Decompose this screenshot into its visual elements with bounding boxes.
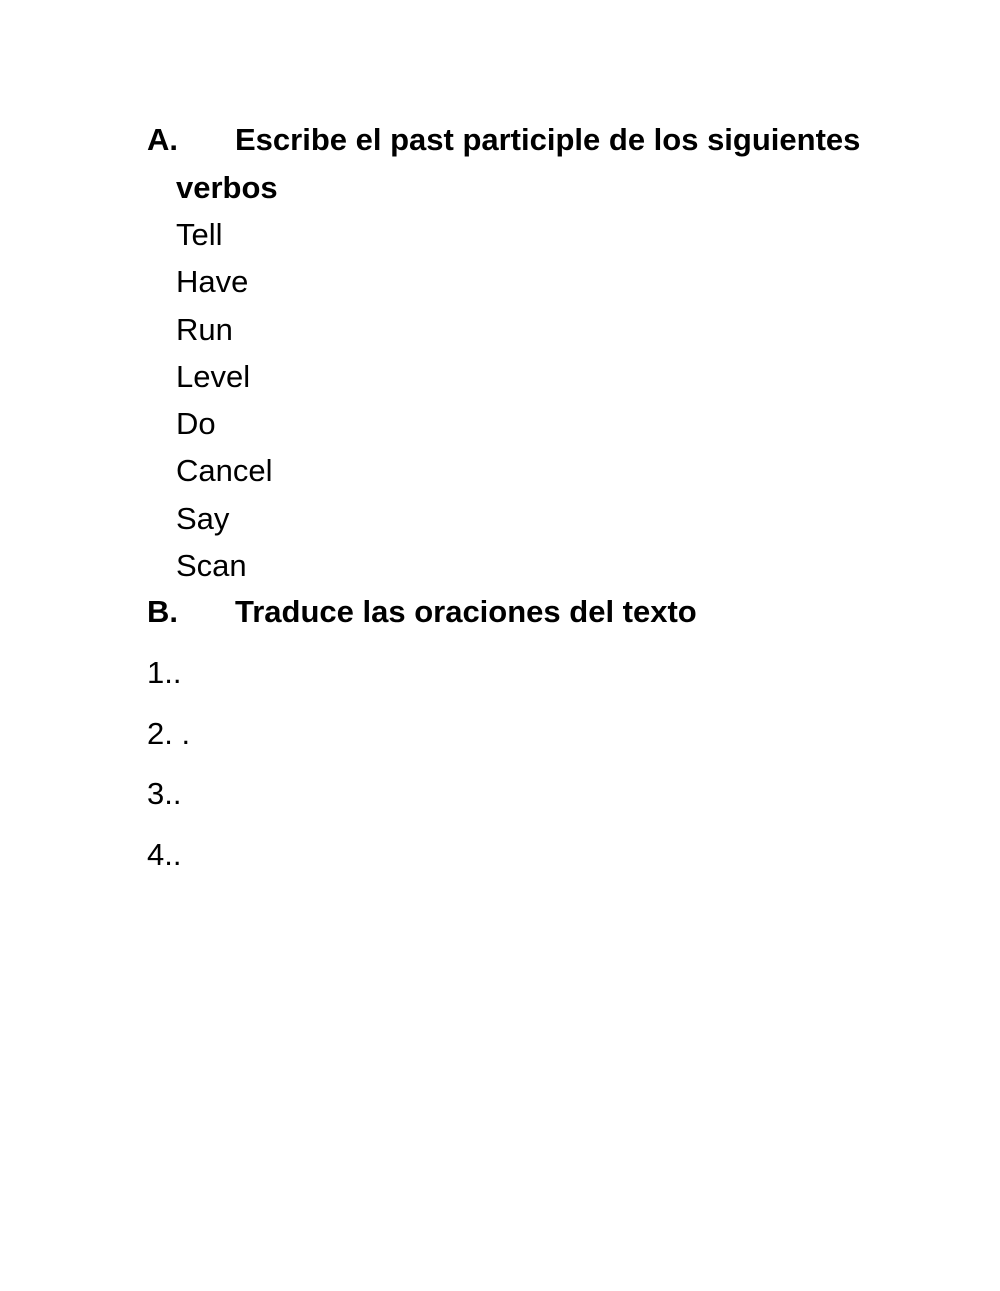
section-b-heading (147, 588, 697, 635)
translation-item-1: 1.. (147, 655, 182, 690)
verb-item: Say (176, 500, 230, 536)
verb-item: Level (176, 358, 251, 394)
verb-item: Do (176, 406, 216, 442)
verb-item: Have (176, 264, 249, 300)
section-b-letter: B. (147, 594, 178, 629)
translation-item-2: 2. . (147, 716, 191, 751)
section-a-title-continuation: verbos (176, 170, 278, 205)
verb-item: Run (176, 311, 233, 347)
verb-item: Tell (176, 217, 223, 252)
section-a-heading (147, 116, 860, 163)
section-a-letter: A. (147, 122, 178, 157)
verb-item: Scan (176, 548, 247, 584)
translation-item-4: 4.. (147, 837, 182, 872)
verb-list (176, 211, 273, 589)
verb-item: Cancel (176, 453, 273, 489)
section-b-title: Traduce las oraciones del texto (235, 594, 697, 629)
translation-item-3: 3.. (147, 776, 182, 811)
section-a-title: Escribe el past participle de los siguientes (235, 122, 861, 157)
